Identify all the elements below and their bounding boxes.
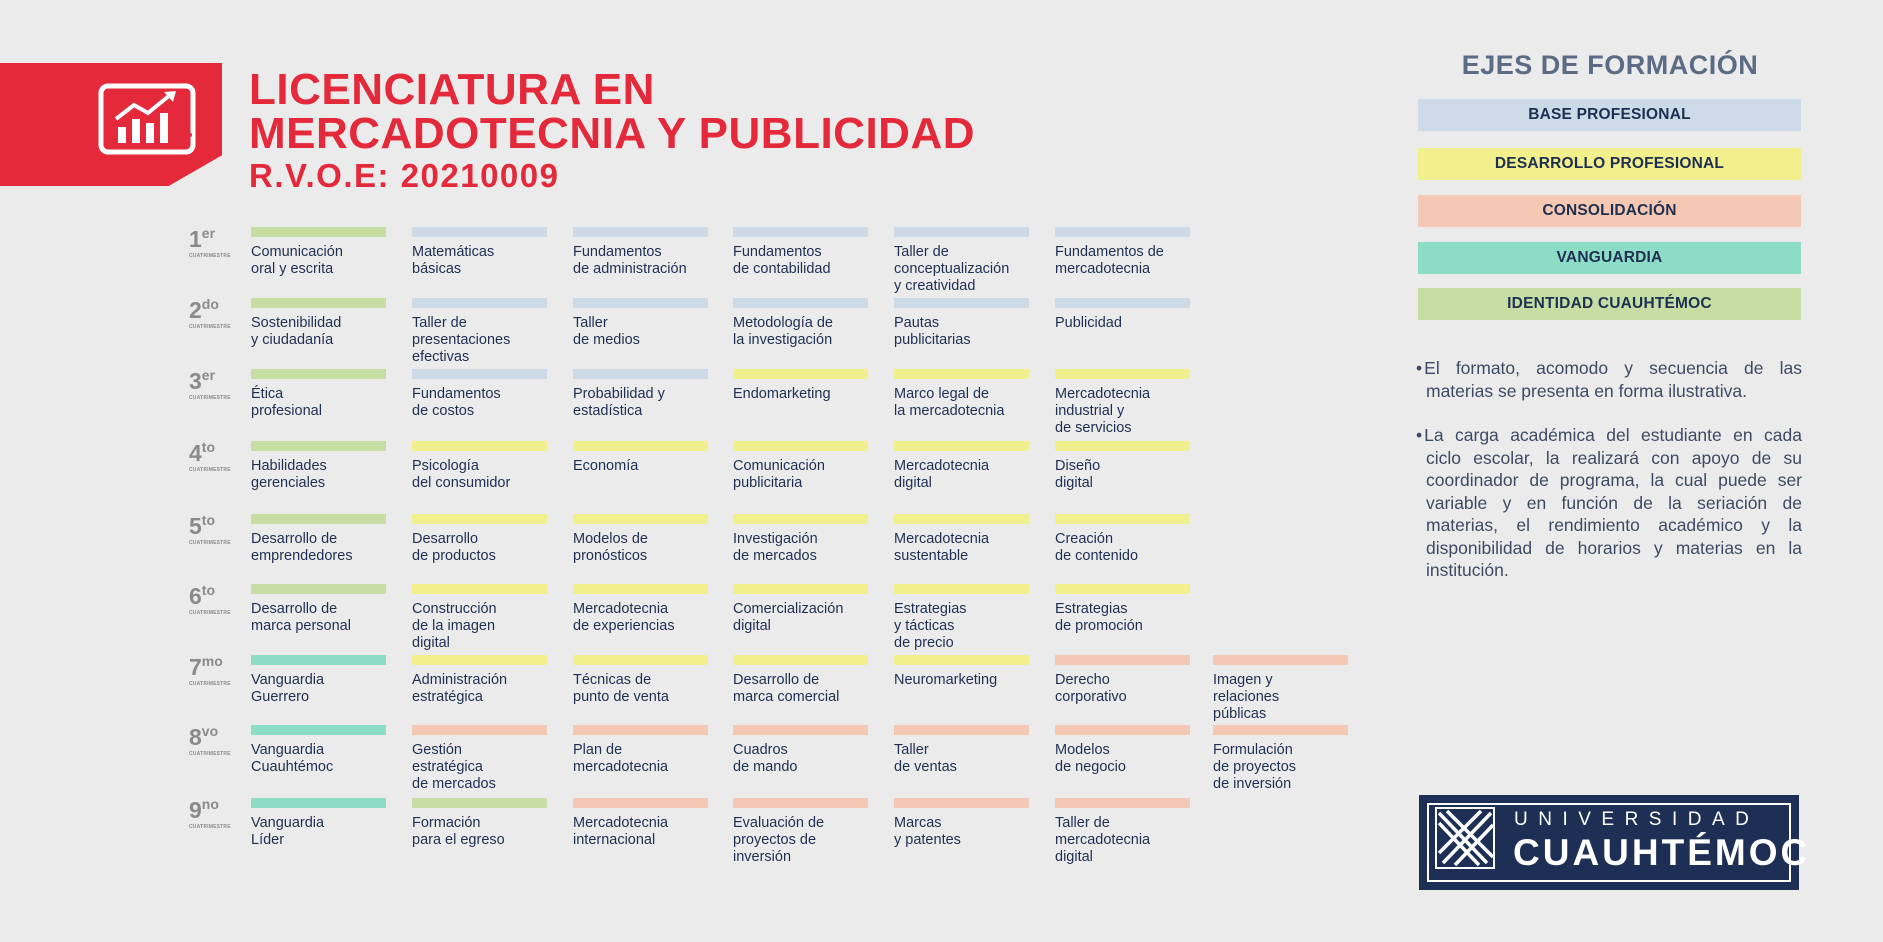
course-name: Mercadotecnia internacional — [573, 815, 669, 848]
course-cell — [573, 655, 723, 706]
semester-number-suffix: to — [201, 439, 216, 455]
course-cell — [573, 514, 723, 565]
chart-growth-icon — [98, 83, 196, 155]
course-cell — [894, 655, 1044, 689]
axis-color-bar — [733, 369, 868, 379]
course-cell — [251, 369, 401, 420]
course-cell — [573, 298, 723, 349]
axis-color-bar — [412, 298, 547, 308]
course-name: Derecho corporativo — [1055, 672, 1127, 705]
course-cell — [573, 227, 723, 278]
title-line-1: LICENCIATURA EN — [249, 65, 655, 114]
axis-color-bar — [412, 441, 547, 451]
course-name: Construcción de la imagen digital — [412, 601, 497, 651]
course-cell — [733, 514, 883, 565]
course-cell — [573, 798, 723, 849]
rvoe-code: R.V.O.E: 20210009 — [249, 157, 560, 194]
semester-caption: CUATRIMESTRE — [189, 395, 231, 401]
course-name: Vanguardia Cuauhtémoc — [251, 742, 334, 775]
axis-color-bar — [412, 655, 547, 665]
course-cell — [412, 227, 562, 278]
course-name: Mercadotecnia de experiencias — [573, 601, 675, 634]
course-name: Evaluación de proyectos de inversión — [733, 815, 825, 865]
semester-number — [189, 296, 249, 323]
course-cell — [412, 655, 562, 706]
semester-number-digit: 7 — [189, 654, 202, 680]
axis-color-bar — [894, 798, 1029, 808]
semester-number-digit: 4 — [189, 440, 202, 466]
semester-number — [189, 225, 249, 252]
semester-label — [189, 582, 249, 616]
semester-number-suffix: to — [201, 512, 216, 528]
course-name: Vanguardia Guerrero — [251, 672, 325, 705]
axis-color-bar — [573, 798, 708, 808]
semester-caption: CUATRIMESTRE — [189, 751, 231, 757]
course-name: Comercialización digital — [733, 601, 844, 634]
course-name: Imagen y relaciones públicas — [1213, 672, 1280, 722]
course-name: Fundamentos de contabilidad — [733, 244, 831, 277]
semester-label — [189, 439, 249, 473]
semester-number-digit: 8 — [189, 724, 202, 750]
university-name-line2: CUAUHTÉMOC — [1513, 832, 1811, 873]
university-emblem-icon — [1435, 807, 1495, 869]
note-2: • La carga académica del estudiante en cada ciclo escolar, la realizará con apoyo de su coordinador de programa, la cual puede ser variable y en función de la seriación de materias, el rendimiento académico y la disponibilidad de horarios y materias en la institución. — [1416, 424, 1802, 582]
course-cell — [412, 298, 562, 366]
semester-caption: CUATRIMESTRE — [189, 324, 231, 330]
semester-number-suffix: vo — [201, 723, 219, 739]
axis-color-bar — [733, 227, 868, 237]
semester-number-digit: 2 — [189, 297, 202, 323]
course-name: Taller de ventas — [894, 742, 957, 775]
axis-color-bar — [1055, 798, 1190, 808]
course-name: Publicidad — [1055, 315, 1122, 331]
course-name: Comunicación publicitaria — [733, 458, 825, 491]
semester-number-suffix: mo — [201, 653, 223, 669]
course-cell — [1055, 584, 1205, 635]
legend-title: EJES DE FORMACIÓN — [1461, 50, 1759, 80]
axis-color-bar — [573, 514, 708, 524]
course-name: Fundamentos de mercadotecnia — [1055, 244, 1164, 277]
semester-number-digit: 3 — [189, 368, 202, 394]
title-line-2: MERCADOTECNIA Y PUBLICIDAD — [249, 109, 976, 158]
course-name: Mercadotecnia industrial y de servicios — [1055, 386, 1151, 436]
course-cell — [251, 227, 401, 278]
semester-number-digit: 6 — [189, 583, 202, 609]
semester-number-digit: 9 — [189, 797, 202, 823]
axis-color-bar — [412, 725, 547, 735]
course-name: Ética profesional — [251, 386, 322, 419]
course-cell — [412, 514, 562, 565]
semester-caption: CUATRIMESTRE — [189, 540, 231, 546]
course-cell — [412, 725, 562, 793]
axis-color-bar — [733, 514, 868, 524]
semester-label — [189, 296, 249, 330]
course-cell — [894, 725, 1044, 776]
note-1: • El formato, acomodo y secuencia de las materias se presenta en forma ilustrativa. — [1416, 357, 1802, 402]
course-name: Cuadros de mando — [733, 742, 798, 775]
semester-label — [189, 225, 249, 259]
course-name: Gestión estratégica de mercados — [412, 742, 496, 792]
course-name: Neuromarketing — [894, 672, 998, 688]
axis-color-bar — [251, 227, 386, 237]
course-name: Estrategias de promoción — [1055, 601, 1143, 634]
course-name: Taller de medios — [573, 315, 640, 348]
course-name: Metodología de la investigación — [733, 315, 833, 348]
course-cell — [894, 441, 1044, 492]
axis-color-bar — [573, 227, 708, 237]
course-name: Probabilidad y estadística — [573, 386, 665, 419]
course-cell — [251, 798, 401, 849]
course-cell — [1213, 655, 1363, 723]
semester-number-digit: 1 — [189, 226, 202, 252]
axis-color-bar — [1055, 725, 1190, 735]
course-cell — [1055, 369, 1205, 437]
semester-number-suffix: to — [201, 582, 216, 598]
university-logo — [1419, 795, 1811, 890]
course-cell — [573, 369, 723, 420]
axis-color-bar — [733, 655, 868, 665]
axis-color-bar — [1055, 369, 1190, 379]
axis-color-bar — [251, 514, 386, 524]
legend-item-consolidacion: CONSOLIDACIÓN — [1418, 195, 1801, 227]
course-cell — [412, 584, 562, 652]
course-cell — [733, 725, 883, 776]
course-name: Desarrollo de marca personal — [251, 601, 351, 634]
axis-color-bar — [251, 298, 386, 308]
semester-number — [189, 653, 249, 680]
axis-color-bar — [412, 227, 547, 237]
course-cell — [894, 227, 1044, 295]
course-cell — [733, 298, 883, 349]
semester-caption: CUATRIMESTRE — [189, 610, 231, 616]
course-cell — [573, 584, 723, 635]
course-cell — [1055, 514, 1205, 565]
course-cell — [1055, 227, 1205, 278]
course-name: Plan de mercadotecnia — [573, 742, 669, 775]
course-name: Creación de contenido — [1055, 531, 1139, 564]
course-cell — [894, 369, 1044, 420]
axis-color-bar — [251, 725, 386, 735]
course-name: Diseño digital — [1055, 458, 1101, 491]
course-name: Investigación de mercados — [733, 531, 818, 564]
course-name: Sostenibilidad y ciudadanía — [251, 315, 342, 348]
semester-caption: CUATRIMESTRE — [189, 253, 231, 259]
semester-label — [189, 796, 249, 830]
course-name: Taller de presentaciones efectivas — [412, 315, 511, 365]
axis-color-bar — [573, 369, 708, 379]
axis-color-bar — [412, 798, 547, 808]
course-name: Fundamentos de costos — [412, 386, 501, 419]
course-cell — [1055, 298, 1205, 332]
course-name: Formulación de proyectos de inversión — [1213, 742, 1297, 792]
university-name-line1: UNIVERSIDAD — [1514, 809, 1760, 830]
axis-color-bar — [1055, 655, 1190, 665]
course-name: Comunicación oral y escrita — [251, 244, 343, 277]
semester-number-suffix: no — [201, 796, 219, 812]
semester-number-suffix: do — [201, 296, 219, 312]
course-cell — [412, 798, 562, 849]
course-cell — [251, 298, 401, 349]
semester-number — [189, 723, 249, 750]
course-cell — [894, 584, 1044, 652]
course-cell — [894, 514, 1044, 565]
axis-color-bar — [733, 441, 868, 451]
course-cell — [1055, 798, 1205, 866]
course-name: Administración estratégica — [412, 672, 508, 705]
course-name: Pautas publicitarias — [894, 315, 971, 348]
axis-color-bar — [1055, 514, 1190, 524]
legend-item-vanguardia: VANGUARDIA — [1418, 242, 1801, 274]
axis-color-bar — [412, 584, 547, 594]
course-cell — [1213, 725, 1363, 793]
course-cell — [251, 655, 401, 706]
axis-color-bar — [1055, 584, 1190, 594]
semester-number — [189, 439, 249, 466]
axis-color-bar — [251, 655, 386, 665]
course-name: Desarrollo de emprendedores — [251, 531, 353, 564]
course-cell — [251, 514, 401, 565]
course-name: Vanguardia Líder — [251, 815, 325, 848]
axis-color-bar — [1055, 227, 1190, 237]
course-cell — [733, 227, 883, 278]
semester-caption: CUATRIMESTRE — [189, 681, 231, 687]
semester-caption: CUATRIMESTRE — [189, 467, 231, 473]
course-cell — [1055, 441, 1205, 492]
semester-number — [189, 367, 249, 394]
course-cell — [1055, 725, 1205, 776]
semester-caption: CUATRIMESTRE — [189, 824, 231, 830]
axis-color-bar — [573, 655, 708, 665]
course-cell — [412, 369, 562, 420]
program-title — [249, 65, 976, 194]
semester-label — [189, 723, 249, 757]
semester-number — [189, 582, 249, 609]
course-name: Economía — [573, 458, 639, 474]
course-name: Modelos de pronósticos — [573, 531, 648, 564]
course-cell — [733, 798, 883, 866]
course-name: Mercadotecnia sustentable — [894, 531, 990, 564]
course-name: Técnicas de punto de venta — [573, 672, 669, 705]
semester-label — [189, 512, 249, 546]
axis-color-bar — [412, 369, 547, 379]
course-name: Habilidades gerenciales — [251, 458, 327, 491]
axis-color-bar — [733, 298, 868, 308]
axis-color-bar — [733, 798, 868, 808]
axis-color-bar — [894, 298, 1029, 308]
semester-label — [189, 367, 249, 401]
axis-color-bar — [894, 441, 1029, 451]
course-name: Fundamentos de administración — [573, 244, 687, 277]
course-name: Taller de conceptualización y creatividad — [894, 244, 1010, 294]
course-cell — [733, 369, 883, 403]
course-cell — [733, 441, 883, 492]
course-cell — [894, 298, 1044, 349]
axis-color-bar — [412, 514, 547, 524]
course-name: Marcas y patentes — [894, 815, 961, 848]
course-cell — [573, 441, 723, 475]
course-name: Taller de mercadotecnia digital — [1055, 815, 1151, 865]
course-cell — [1055, 655, 1205, 706]
semester-number — [189, 512, 249, 539]
legend-item-base: BASE PROFESIONAL — [1418, 99, 1801, 131]
axis-color-bar — [573, 725, 708, 735]
axis-color-bar — [894, 227, 1029, 237]
course-cell — [894, 798, 1044, 849]
semester-number-suffix: er — [201, 367, 216, 383]
course-name: Desarrollo de marca comercial — [733, 672, 840, 705]
course-name: Marco legal de la mercadotecnia — [894, 386, 1005, 419]
axis-color-bar — [894, 725, 1029, 735]
course-cell — [412, 441, 562, 492]
semester-number — [189, 796, 249, 823]
axis-color-bar — [733, 725, 868, 735]
axis-color-bar — [894, 584, 1029, 594]
axis-color-bar — [894, 369, 1029, 379]
semester-label — [189, 653, 249, 687]
axis-color-bar — [1213, 655, 1348, 665]
course-cell — [251, 441, 401, 492]
axis-color-bar — [894, 655, 1029, 665]
legend-item-identidad: IDENTIDAD CUAUHTÉMOC — [1418, 288, 1801, 320]
axis-color-bar — [573, 584, 708, 594]
axis-color-bar — [573, 298, 708, 308]
legend-item-desarrollo: DESARROLLO PROFESIONAL — [1418, 148, 1801, 180]
axis-color-bar — [1055, 441, 1190, 451]
semester-number-digit: 5 — [189, 513, 202, 539]
course-cell — [251, 584, 401, 635]
course-cell — [733, 584, 883, 635]
course-name: Estrategias y tácticas de precio — [894, 601, 967, 651]
axis-color-bar — [573, 441, 708, 451]
semester-number-suffix: er — [201, 225, 216, 241]
course-cell — [733, 655, 883, 706]
axis-color-bar — [1055, 298, 1190, 308]
course-name: Psicología del consumidor — [412, 458, 511, 491]
course-name: Desarrollo de productos — [412, 531, 496, 564]
course-name: Mercadotecnia digital — [894, 458, 990, 491]
course-name: Formación para el egreso — [412, 815, 505, 848]
axis-color-bar — [1213, 725, 1348, 735]
axis-color-bar — [894, 514, 1029, 524]
axis-color-bar — [251, 798, 386, 808]
course-cell — [573, 725, 723, 776]
course-name: Modelos de negocio — [1055, 742, 1126, 775]
course-name: Endomarketing — [733, 386, 831, 402]
course-cell — [251, 725, 401, 776]
axis-color-bar — [251, 584, 386, 594]
course-name: Matemáticas básicas — [412, 244, 495, 277]
axis-color-bar — [251, 369, 386, 379]
axis-color-bar — [251, 441, 386, 451]
axis-color-bar — [733, 584, 868, 594]
